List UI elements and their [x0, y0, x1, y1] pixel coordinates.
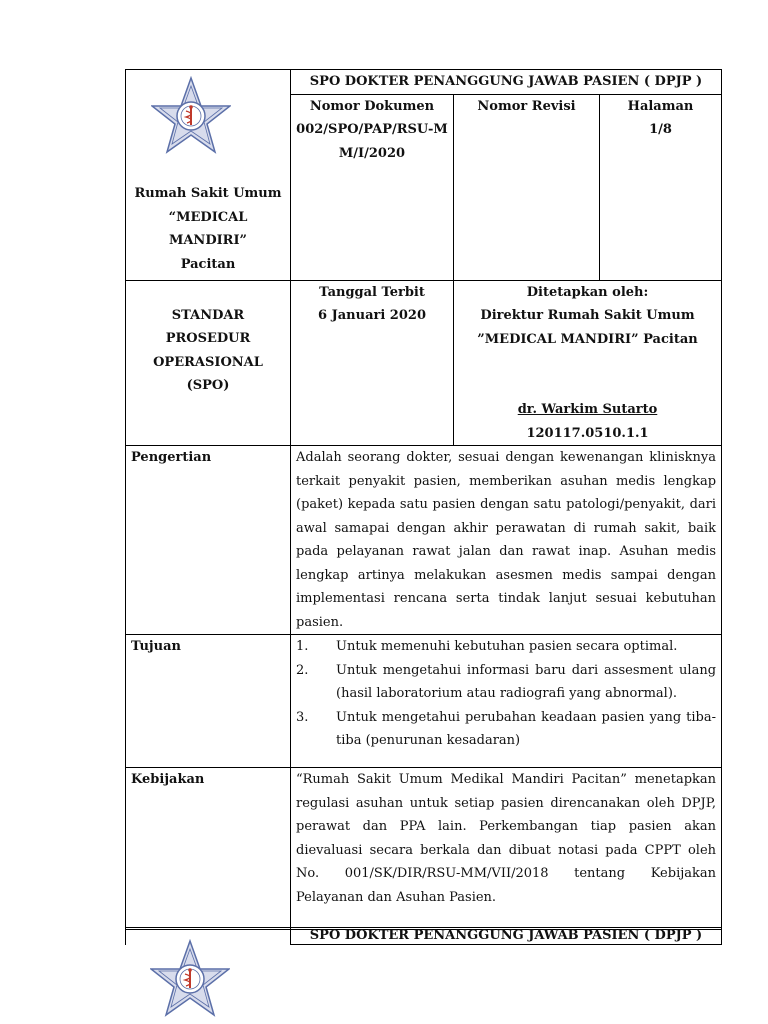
pengertian-text: Adalah seorang dokter, sesuai dengan kewenangan klinisknya terkait penyakit pasien, memberikan asuhan medis lengkap (paket) kepada satu pasien dengan satu patologi/penyakit, dari awal samapai dengan akhir perawatan di rumah sakit, baik pada pelayanan rawat jalan dan rawat inap. Asuhan medis lengkap artinya melakukan asesmen medis sampai dengan implementasi rencana serta tindak lanjut sesuai kebutuhan pasien. [291, 446, 722, 635]
nomor-dokumen-value: 002/SPO/PAP/RSU-MM/I/2020 [296, 122, 448, 161]
tanggal-terbit-cell [291, 280, 454, 446]
tujuan-label: Tujuan [126, 635, 291, 768]
star-emblem-icon [150, 939, 230, 1019]
spo-document [125, 69, 720, 905]
spo-line-4: (SPO) [186, 378, 230, 393]
tujuan-item [296, 706, 716, 753]
ditetapkan-line-1: Direktur Rumah Sakit Umum [480, 308, 695, 323]
ditetapkan-cell [454, 280, 722, 446]
tujuan-item-number: 1. [296, 639, 309, 654]
signer-id: 120117.0510.1.1 [526, 425, 649, 441]
tujuan-item-text: Untuk memenuhi kebutuhan pasien secara optimal. [336, 639, 678, 654]
spo-line-1: STANDAR [171, 307, 245, 323]
halaman-label: Halaman [627, 98, 694, 114]
halaman-value: 1/8 [649, 122, 672, 137]
tujuan-item [296, 659, 716, 706]
nomor-revisi-cell [454, 94, 600, 280]
tujuan-cell [291, 635, 722, 768]
tanggal-terbit-value: 6 Januari 2020 [318, 308, 426, 323]
spo-line-3: OPERASIONAL [153, 354, 263, 370]
page-2-title: SPO DOKTER PENANGGUNG JAWAB PASIEN ( DPJP ) [291, 928, 722, 945]
kebijakan-text: “Rumah Sakit Umum Medikal Mandiri Pacitan” menetapkan regulasi asuhan untuk setiap pasien direncanakan oleh DPJP, perawat dan PPA lain. Perkembangan tiap pasien akan dievaluasi secara berkala dan dibuat notasi pada CPPT oleh No. 001/SK/DIR/RSU-MM/VII/2018 tentang Kebijakan Pelayanan dan Asuhan Pasien. [291, 768, 722, 930]
document-title: SPO DOKTER PENANGGUNG JAWAB PASIEN ( DPJP ) [291, 70, 722, 95]
tujuan-item [296, 635, 716, 659]
halaman-cell [600, 94, 722, 280]
hospital-line-2: “MEDICAL [168, 209, 248, 225]
spo-table [125, 69, 722, 930]
nomor-dokumen-label: Nomor Dokumen [309, 98, 435, 114]
hospital-line-1: Rumah Sakit Umum [134, 186, 282, 201]
ditetapkan-label: Ditetapkan oleh: [526, 284, 649, 300]
tanggal-terbit-label: Tanggal Terbit [319, 284, 425, 300]
kebijakan-label: Kebijakan [126, 768, 291, 930]
pengertian-label: Pengertian [126, 446, 291, 635]
hospital-cell [126, 70, 291, 281]
star-emblem-icon [151, 76, 231, 156]
tujuan-item-number: 3. [296, 709, 309, 725]
tujuan-item-text: Untuk mengetahui perubahan keadaan pasien yang tiba-tiba (penurunan kesadaran) [336, 709, 717, 748]
tujuan-item-number: 2. [296, 662, 309, 678]
hospital-line-4: Pacitan [180, 256, 236, 272]
spo-line-2: PROSEDUR [165, 331, 251, 346]
ditetapkan-line-2: ”MEDICAL MANDIRI” Pacitan [477, 331, 698, 347]
tujuan-list [296, 635, 716, 753]
logo-area [126, 70, 290, 182]
signer-name: dr. Warkim Sutarto [517, 402, 658, 417]
hospital-name [126, 182, 290, 276]
tujuan-item-text: Untuk mengetahui informasi baru dari assesment ulang (hasil laboratorium atau radiografi yang abnormal). [336, 662, 717, 701]
nomor-dokumen-cell [291, 94, 454, 280]
nomor-revisi-label: Nomor Revisi [477, 98, 576, 114]
hospital-line-3: MANDIRI” [168, 233, 248, 248]
spo-label-cell [126, 280, 291, 446]
